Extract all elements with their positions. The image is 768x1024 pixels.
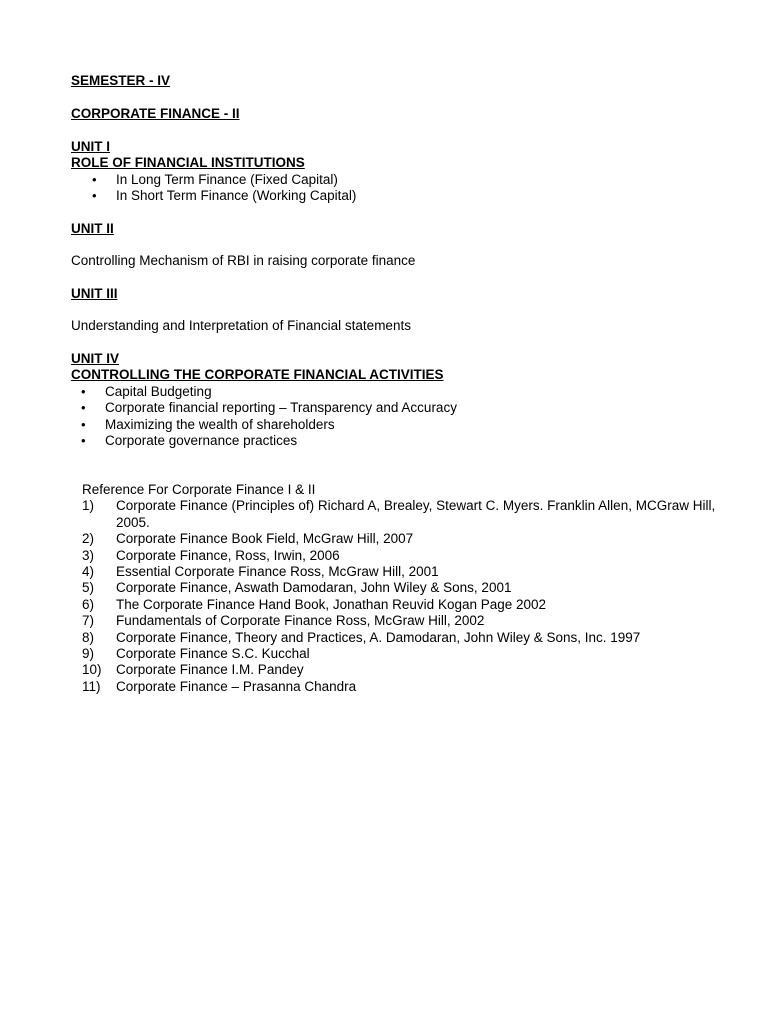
course-title: CORPORATE FINANCE - II xyxy=(71,106,240,121)
list-item: • Capital Budgeting xyxy=(81,383,212,399)
reference-item: 7) Fundamentals of Corporate Finance Ross, McGraw Hill, 2002 xyxy=(82,613,485,629)
unit-4-label: UNIT IV xyxy=(71,351,120,366)
unit-4-title: CONTROLLING THE CORPORATE FINANCIAL ACTIVITIES xyxy=(71,367,444,383)
reference-item: 8) Corporate Finance, Theory and Practices, A. Damodaran, John Wiley & Sons, Inc. 1997 xyxy=(82,629,641,645)
unit-4-section xyxy=(71,351,457,449)
reference-item: 6) The Corporate Finance Hand Book, Jonathan Reuvid Kogan Page 2002 xyxy=(82,596,547,612)
references-section xyxy=(82,482,716,695)
reference-item: 3) Corporate Finance, Ross, Irwin, 2006 xyxy=(82,547,340,563)
unit-3-text: Understanding and Interpretation of Financial statements xyxy=(71,318,411,333)
bullet-icon: • xyxy=(81,416,86,432)
bullet-icon: • xyxy=(81,383,86,399)
reference-item: 9) Corporate Finance S.C. Kucchal xyxy=(82,646,310,662)
unit-1-list xyxy=(71,172,356,205)
reference-item: 10) Corporate Finance I.M. Pandey xyxy=(82,662,304,678)
reference-item: 1) Corporate Finance (Principles of) Richard A, Brealey, Stewart C. Myers. Franklin Allen, MCGraw Hill, 2005. xyxy=(82,498,716,530)
unit-4-list xyxy=(71,384,457,450)
list-item: • Corporate financial reporting – Transparency and Accuracy xyxy=(81,400,457,416)
semester-heading: SEMESTER - IV xyxy=(71,73,171,88)
unit-3-label: UNIT III xyxy=(71,286,118,301)
unit-1-label: UNIT I xyxy=(71,139,110,154)
bullet-icon: • xyxy=(81,400,86,416)
references-heading: Reference For Corporate Finance I & II xyxy=(82,482,316,497)
unit-1-section xyxy=(71,139,356,205)
reference-item: 2) Corporate Finance Book Field, McGraw Hill, 2007 xyxy=(82,531,414,547)
list-item: • In Short Term Finance (Working Capital) xyxy=(92,188,357,204)
reference-item: 5) Corporate Finance, Aswath Damodaran, John Wiley & Sons, 2001 xyxy=(82,580,512,596)
bullet-icon: • xyxy=(92,171,97,187)
references-list xyxy=(82,498,716,695)
list-item: • Corporate governance practices xyxy=(81,433,298,449)
unit-1-title: ROLE OF FINANCIAL INSTITUTIONS xyxy=(71,155,305,171)
reference-item: 11) Corporate Finance – Prasanna Chandra xyxy=(82,678,357,694)
list-item: • In Long Term Finance (Fixed Capital) xyxy=(92,171,338,187)
bullet-icon: • xyxy=(92,188,97,204)
reference-item: 4) Essential Corporate Finance Ross, McGraw Hill, 2001 xyxy=(82,564,439,580)
unit-2-text: Controlling Mechanism of RBI in raising corporate finance xyxy=(71,253,416,268)
bullet-icon: • xyxy=(81,433,86,449)
unit-2-label: UNIT II xyxy=(71,221,114,236)
list-item: • Maximizing the wealth of shareholders xyxy=(81,416,335,432)
